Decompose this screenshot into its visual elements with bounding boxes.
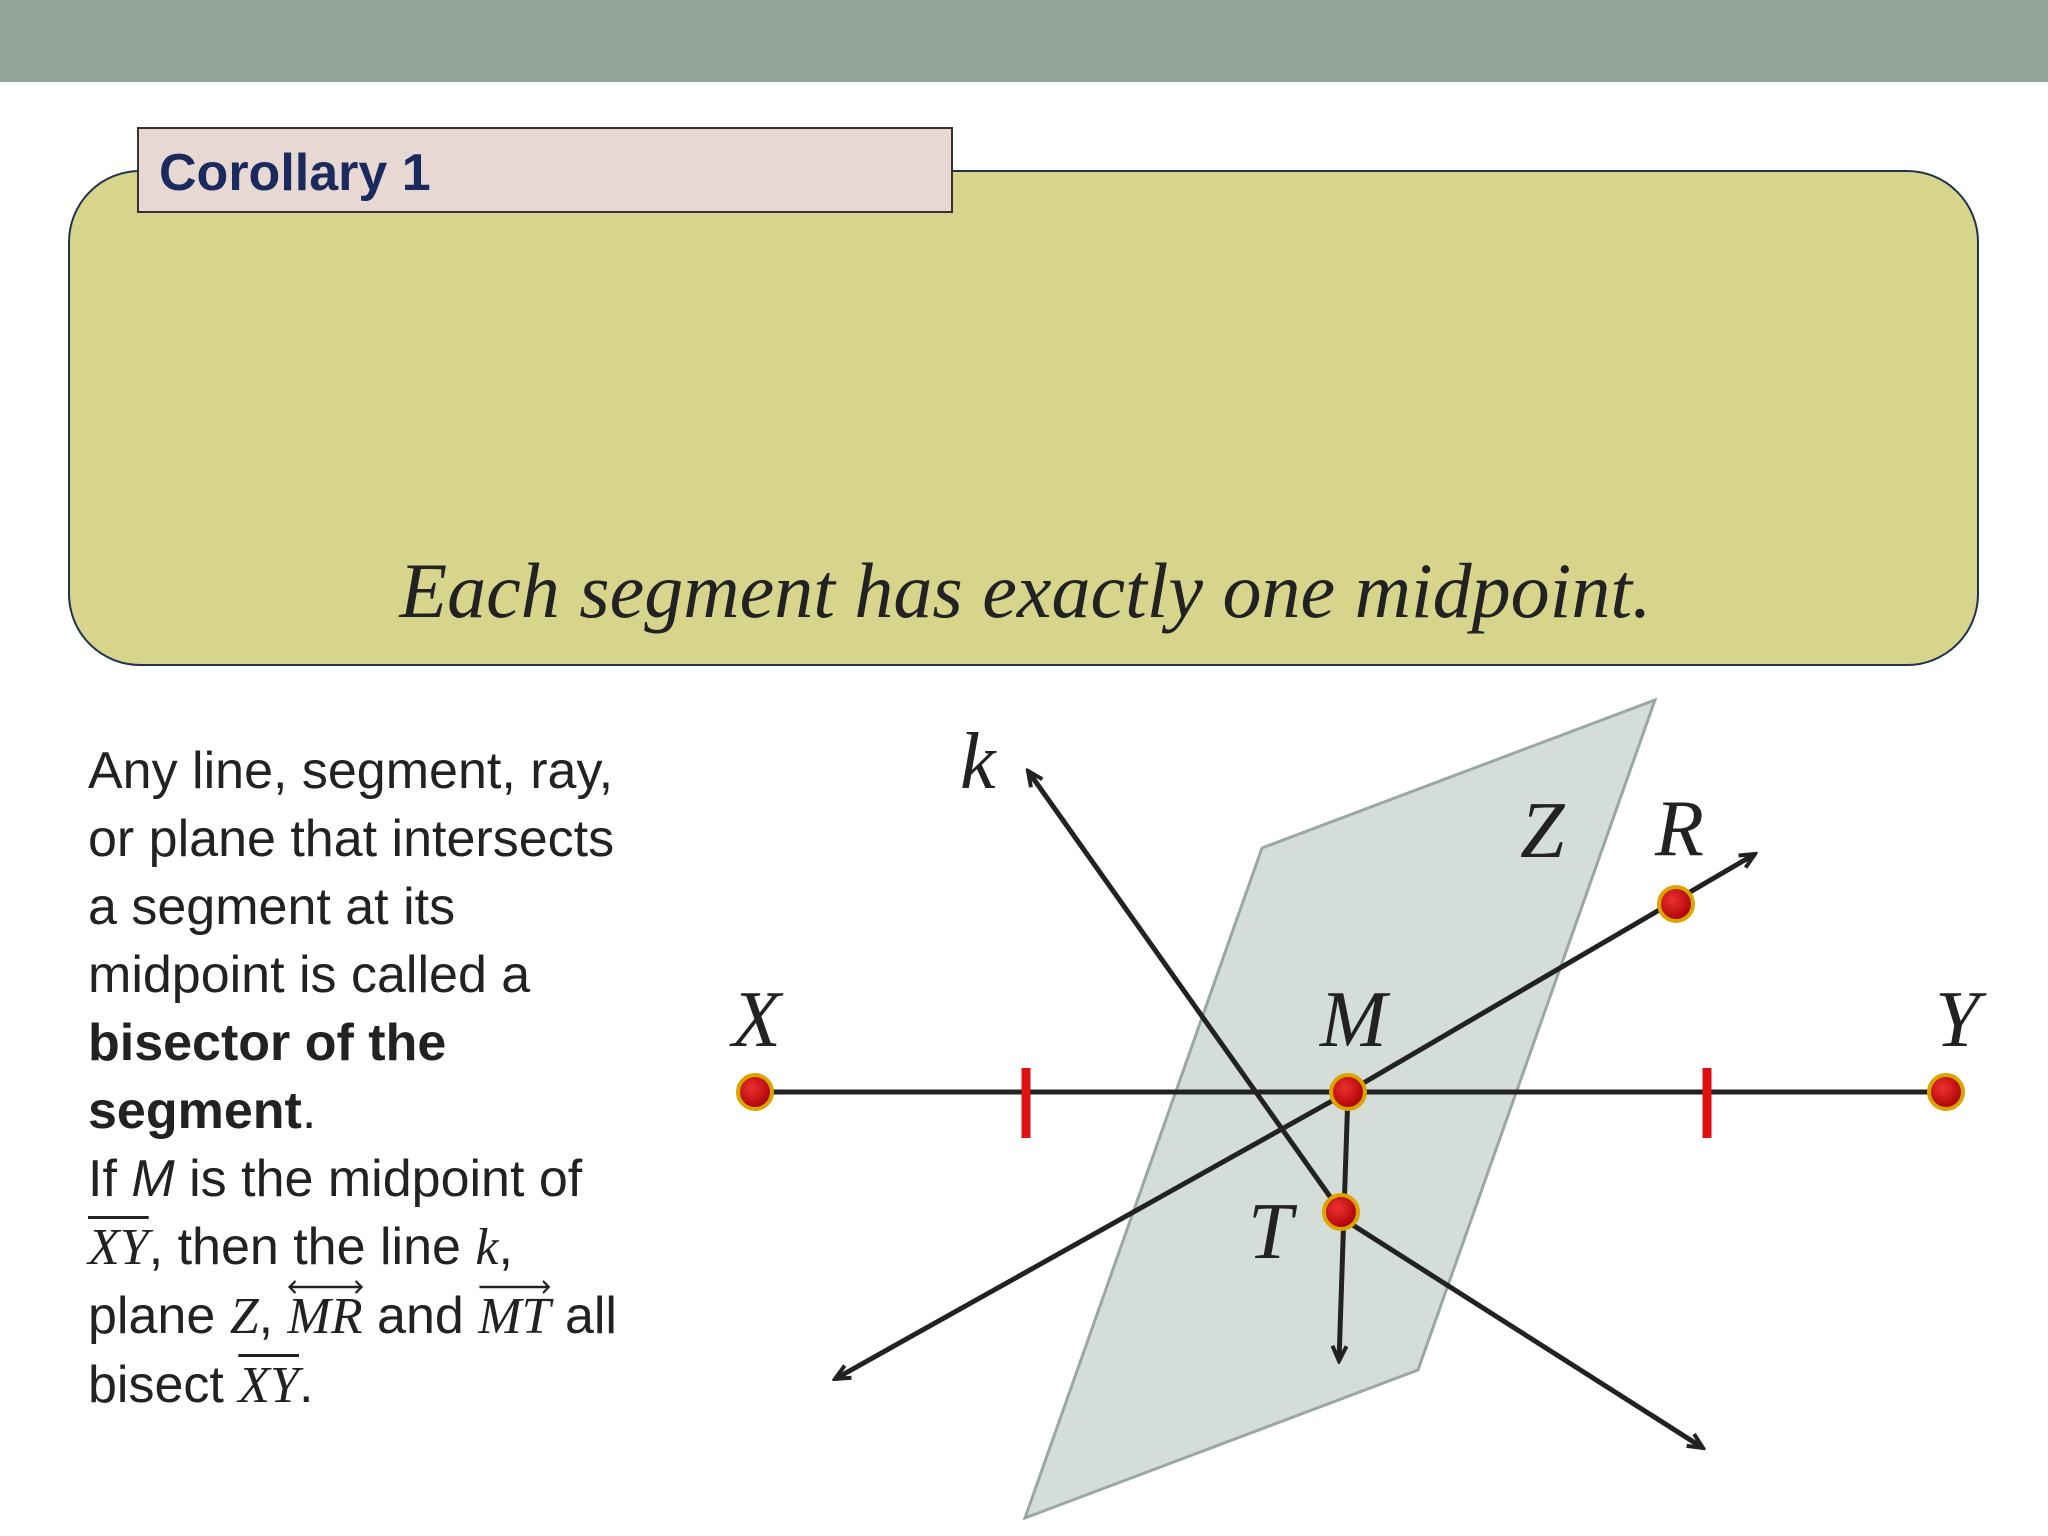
text-line: or plane that intersects [88,810,615,868]
label-x: X [732,976,781,1064]
text-line: Any line, segment, ray, [88,742,614,800]
and-word: and [362,1287,479,1345]
text-line: midpoint is called a [88,946,531,1004]
comma-space: , [258,1287,288,1345]
segment-xy-notation: $\overline{XY}$ [238,1357,299,1414]
label-m: M [1320,976,1387,1064]
then-line-phrase: , then the line [148,1218,476,1276]
label-t: T [1248,1188,1293,1276]
label-z: Z [1520,787,1565,875]
point-y [1929,1075,1963,1109]
bisector-term: bisector of the [88,1014,447,1072]
corollary-label: Corollary 1 [159,144,431,202]
period: . [301,1082,317,1140]
variable-m: M [131,1150,175,1208]
point-t [1324,1195,1358,1229]
midpoint-phrase: is the midpoint of [174,1150,583,1208]
all-word: all [550,1287,617,1345]
point-r [1659,887,1693,921]
segment-xy-notation: $\overline{XY}$ [88,1219,149,1276]
mr-text: MR [287,1288,363,1345]
point-m [1331,1075,1365,1109]
final-period: . [298,1356,314,1414]
segment-term: segment [88,1082,302,1140]
label-r: R [1655,785,1704,873]
label-k: k [960,718,996,806]
point-x [738,1075,772,1109]
variable-k: k [475,1219,499,1276]
mt-text: MT [478,1288,551,1345]
bisect-word: bisect [88,1356,239,1414]
label-y: Y [1935,976,1980,1064]
comma: , [498,1218,513,1276]
corollary-statement: Each segment has exactly one midpoint. [399,547,1652,634]
if-word: If [88,1150,132,1208]
variable-z: Z [229,1288,259,1345]
text-line: a segment at its [88,878,456,936]
plane-word: plane [88,1287,230,1345]
